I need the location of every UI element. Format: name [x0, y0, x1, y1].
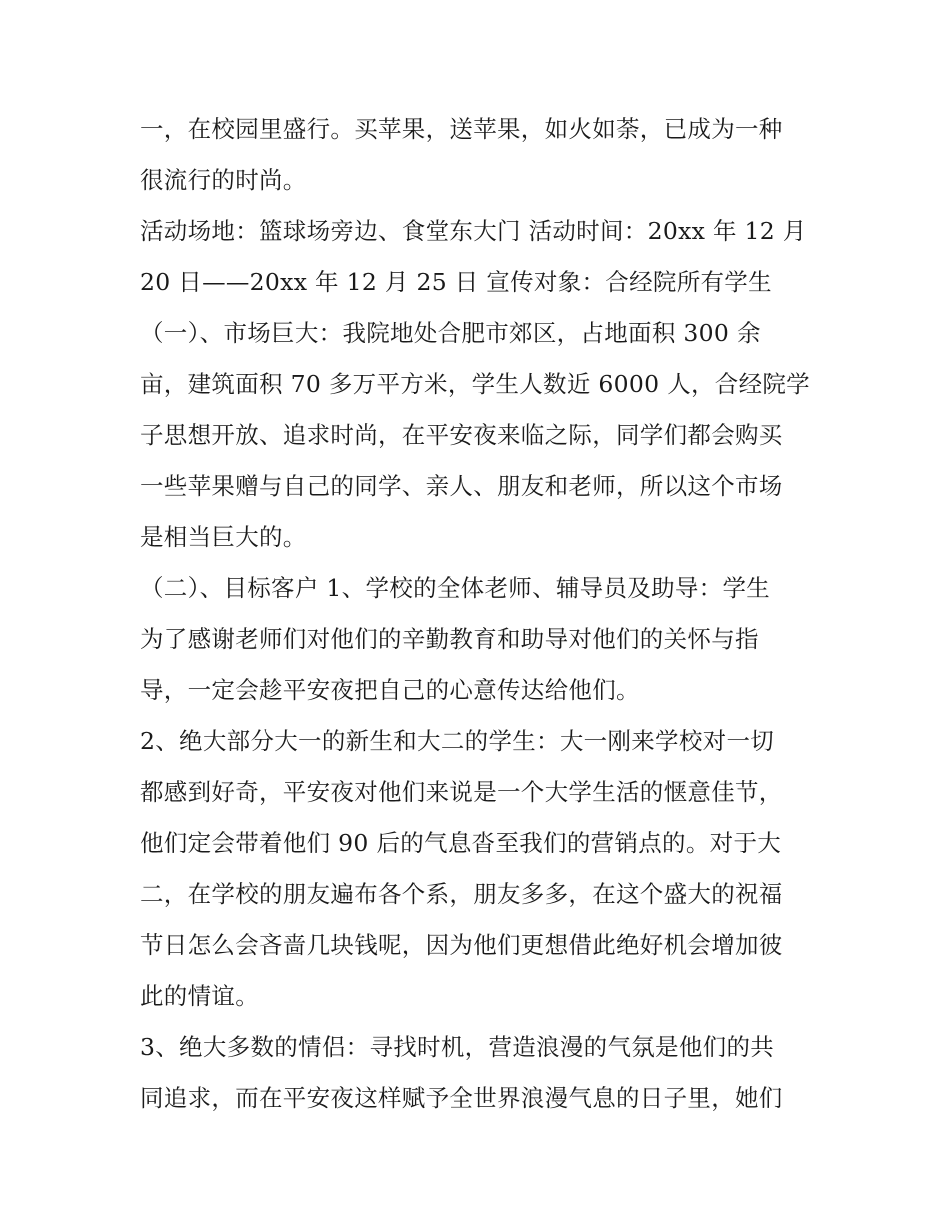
text-line: 他们定会带着他们 90 后的气息沓至我们的营销点的。对于大 [140, 829, 782, 857]
text-line: 节日怎么会吝啬几块钱呢，因为他们更想借此绝好机会增加彼 [140, 931, 783, 959]
text-line: 导，一定会趁平安夜把自己的心意传达给他们。 [140, 676, 640, 704]
text-line: 很流行的时尚。 [140, 166, 307, 194]
body-text [140, 104, 812, 1124]
text-line: 一些苹果赠与自己的同学、亲人、朋友和老师，所以这个市场 [140, 472, 783, 500]
text-line: 子思想开放、追求时尚，在平安夜来临之际，同学们都会购买 [140, 421, 783, 449]
text-line: 为了感谢老师们对他们的辛勤教育和助导对他们的关怀与指 [140, 625, 759, 653]
text-line: （一）、市场巨大：我院地处合肥市郊区，占地面积 300 余 [140, 319, 761, 347]
text-line: 3、绝大多数的情侣：寻找时机，营造浪漫的气氛是他们的共 [140, 1033, 775, 1061]
text-line: 亩，建筑面积 70 多万平方米，学生人数近 6000 人，合经院学 [140, 370, 810, 398]
text-line: 活动场地：篮球场旁边、食堂东大门 活动时间：20xx 年 12 月 [140, 217, 807, 245]
text-line: 20 日——20xx 年 12 月 25 日 宣传对象：合经院所有学生 [140, 268, 772, 296]
text-line: 2、绝大部分大一的新生和大二的学生：大一刚来学校对一切 [140, 727, 775, 755]
text-line: 此的情谊。 [140, 982, 259, 1010]
text-line: 是相当巨大的。 [140, 523, 307, 551]
text-line: 一，在校园里盛行。买苹果，送苹果，如火如荼，已成为一种 [140, 115, 783, 143]
text-line: 都感到好奇，平安夜对他们来说是一个大学生活的惬意佳节， [140, 778, 783, 806]
text-line: （二）、目标客户 1、学校的全体老师、辅导员及助导：学生 [140, 574, 771, 602]
text-line: 二，在学校的朋友遍布各个系，朋友多多，在这个盛大的祝福 [140, 880, 783, 908]
text-line: 同追求，而在平安夜这样赋予全世界浪漫气息的日子里，她们 [140, 1084, 783, 1112]
